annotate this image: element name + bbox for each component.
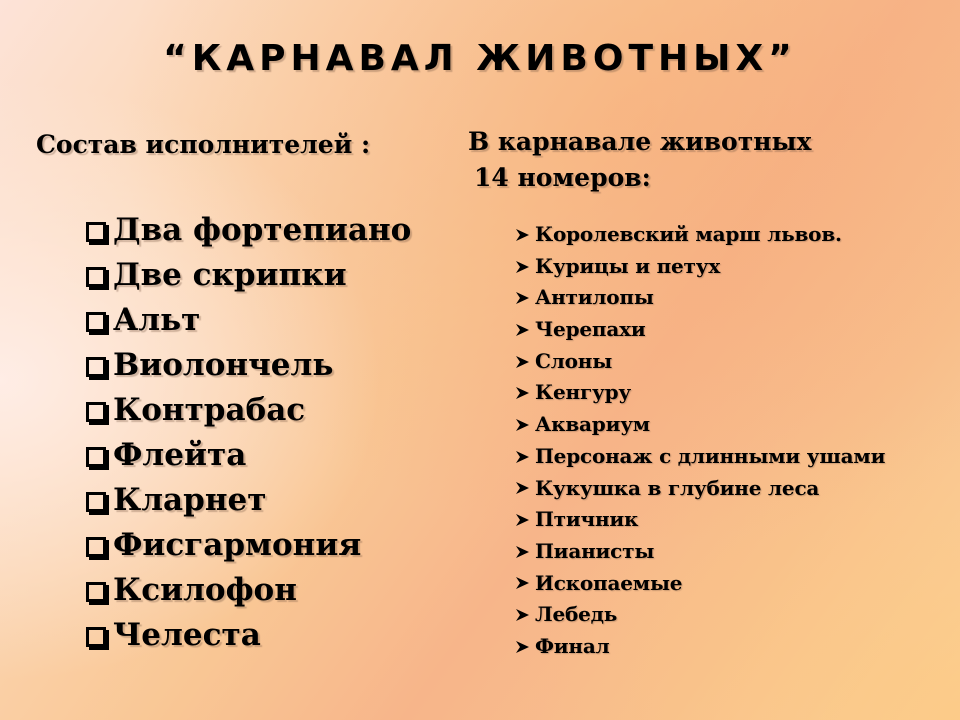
performer-item [86,613,411,658]
arrowhead-icon [514,353,532,371]
performer-item [86,433,411,478]
arrowhead-icon [514,384,532,402]
performer-label: Контрабас [113,392,306,428]
performers-list [86,208,411,658]
arrowhead-icon [514,479,532,497]
number-item [514,473,885,505]
number-item [514,219,885,251]
checkbox-square-icon [86,402,106,422]
arrowhead-icon [514,606,532,624]
arrowhead-icon [514,416,532,434]
number-item [514,409,885,441]
checkbox-square-icon [86,267,106,287]
performer-item [86,568,411,613]
number-item [514,441,885,473]
number-label: Курицы и петух [535,253,721,278]
performer-item [86,478,411,523]
checkbox-square-icon [86,627,106,647]
arrowhead-icon [514,258,532,276]
number-item [514,504,885,536]
checkbox-square-icon [86,222,106,242]
checkbox-square-icon [86,537,106,557]
performer-item [86,208,411,253]
performer-label: Кларнет [113,482,267,518]
arrowhead-icon [514,511,532,529]
checkbox-square-icon [86,312,106,332]
number-item [514,599,885,631]
numbers-list [514,219,885,663]
number-label: Персонаж с длинными ушами [535,443,886,468]
performer-label: Ксилофон [113,572,297,608]
arrowhead-icon [514,289,532,307]
checkbox-square-icon [86,582,106,602]
number-label: Аквариум [535,412,650,437]
checkbox-square-icon [86,357,106,377]
checkbox-square-icon [86,492,106,512]
number-item [514,251,885,283]
number-label: Черепахи [535,317,646,342]
arrowhead-icon [514,543,532,561]
checkbox-square-icon [86,447,106,467]
arrowhead-icon [514,574,532,592]
performer-item [86,253,411,298]
number-label: Антилопы [535,285,654,310]
numbers-heading-line1: В карнавале животных [468,127,812,156]
performer-label: Челеста [113,617,261,653]
numbers-heading-line2: 14 номеров: [474,163,651,192]
number-item [514,536,885,568]
arrowhead-icon [514,321,532,339]
performer-label: Фисгармония [113,527,362,563]
performer-label: Флейта [113,437,247,473]
number-label: Птичник [535,507,639,532]
number-label: Слоны [535,348,613,373]
performer-label: Виолончель [113,347,334,383]
number-label: Финал [535,633,610,658]
number-item [514,631,885,663]
performer-label: Альт [113,302,201,338]
number-item [514,377,885,409]
number-label: Ископаемые [535,570,683,595]
slide-title: “КАРНАВАЛ ЖИВОТНЫХ” [163,38,797,79]
performers-heading: Состав исполнителей : [36,130,371,159]
performer-label: Две скрипки [113,257,347,293]
performer-item [86,298,411,343]
arrowhead-icon [514,226,532,244]
number-label: Лебедь [535,602,618,627]
performer-item [86,388,411,433]
arrowhead-icon [514,448,532,466]
arrowhead-icon [514,638,532,656]
performer-item [86,523,411,568]
number-label: Кукушка в глубине леса [535,475,820,500]
number-item [514,568,885,600]
number-label: Пианисты [535,538,655,563]
number-label: Кенгуру [535,380,632,405]
number-item [514,314,885,346]
number-label: Королевский марш львов. [535,222,842,246]
number-item [514,282,885,314]
performer-item [86,343,411,388]
number-item [514,346,885,378]
numbers-heading [468,124,811,196]
performer-label: Два фортепиано [113,212,412,248]
